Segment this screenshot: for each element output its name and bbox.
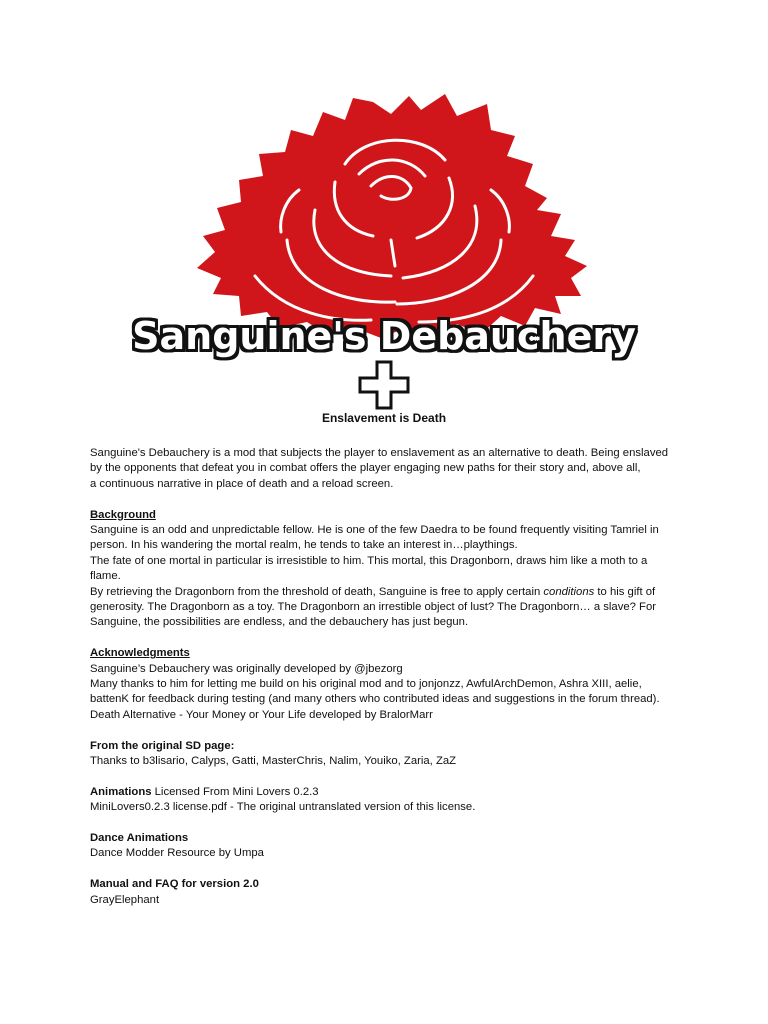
dance-section (90, 831, 730, 862)
background-line: The fate of one mortal in particular is irresistible to him. This mortal, this Dragonborn, draws him like a moth to a (90, 554, 648, 567)
dance-heading: Dance Animations (90, 832, 189, 845)
acknowledgments-section (90, 646, 730, 723)
dance-text: Dance Modder Resource by Umpa (90, 847, 264, 860)
animations-heading-rest: Licensed From Mini Lovers 0.2.3 (151, 785, 319, 798)
background-section (90, 508, 730, 631)
acknowledgments-line: Sanguine’s Debauchery was originally developed by @jbezorg (90, 662, 403, 675)
page-title: Sanguine's Debauchery (132, 314, 636, 358)
intro-line: Sanguine's Debauchery is a mod that subjects the player to enslavement as an alternative to death. Being enslaved (90, 447, 669, 459)
original-sd-section (90, 739, 730, 770)
background-line (90, 585, 730, 600)
manual-heading: Manual and FAQ for version 2.0 (90, 878, 259, 891)
background-line: generosity. The Dragonborn as a toy. The Dragonborn an irrestible object of lust? The Dragonborn… a slave? For (90, 601, 656, 614)
background-line: Sanguine is an odd and unpredictable fellow. He is one of the few Daedra to be found frequently visiting Tamriel in (90, 524, 659, 537)
plus-cross-icon (358, 360, 410, 410)
animations-heading-line (90, 785, 730, 800)
animations-heading: Animations (90, 785, 152, 798)
document-body (90, 446, 730, 908)
acknowledgments-line: battenK for feedback during testing (and many others who contributed ideas and suggestions in the forum thread). (90, 693, 660, 706)
background-text: to his gift of (594, 585, 656, 598)
original-sd-text: Thanks to b3lisario, Calyps, Gatti, MasterChris, Nalim, Youiko, Zaria, ZaZ (90, 755, 457, 768)
acknowledgments-heading: Acknowledgments (90, 647, 190, 660)
animations-section (90, 785, 730, 816)
conditions-emphasis: conditions (543, 585, 595, 598)
manual-text: GrayElephant (90, 893, 160, 906)
animations-text: MiniLovers0.2.3 license.pdf - The original untranslated version of this license. (90, 801, 476, 814)
intro-line: by the opponents that defeat you in combat offers the player engaging new paths for their story and, above all, (90, 462, 641, 475)
acknowledgments-line: Death Alternative - Your Money or Your Life developed by BralorMarr (90, 708, 433, 721)
background-heading: Background (90, 508, 156, 521)
background-line: flame. (90, 570, 121, 583)
background-text: By retrieving the Dragonborn from the threshold of death, Sanguine is free to apply certain (90, 585, 544, 598)
background-line: Sanguine, the possibilities are endless, and the debauchery has just begun. (90, 616, 469, 629)
manual-section (90, 877, 730, 908)
background-line: person. In his wandering the mortal realm, he tends to take an interest in…playthings. (90, 539, 518, 552)
intro-section (90, 446, 730, 492)
intro-line: a continuous narrative in place of death and a reload screen. (90, 477, 394, 490)
rose-logo-icon (195, 90, 590, 340)
subtitle: Enslavement is Death (321, 411, 447, 425)
original-sd-heading: From the original SD page: (90, 739, 235, 752)
acknowledgments-line: Many thanks to him for letting me build on his original mod and to jonjonzz, AwfulArchDemon, Ashra XIII, aelie, (90, 678, 642, 691)
